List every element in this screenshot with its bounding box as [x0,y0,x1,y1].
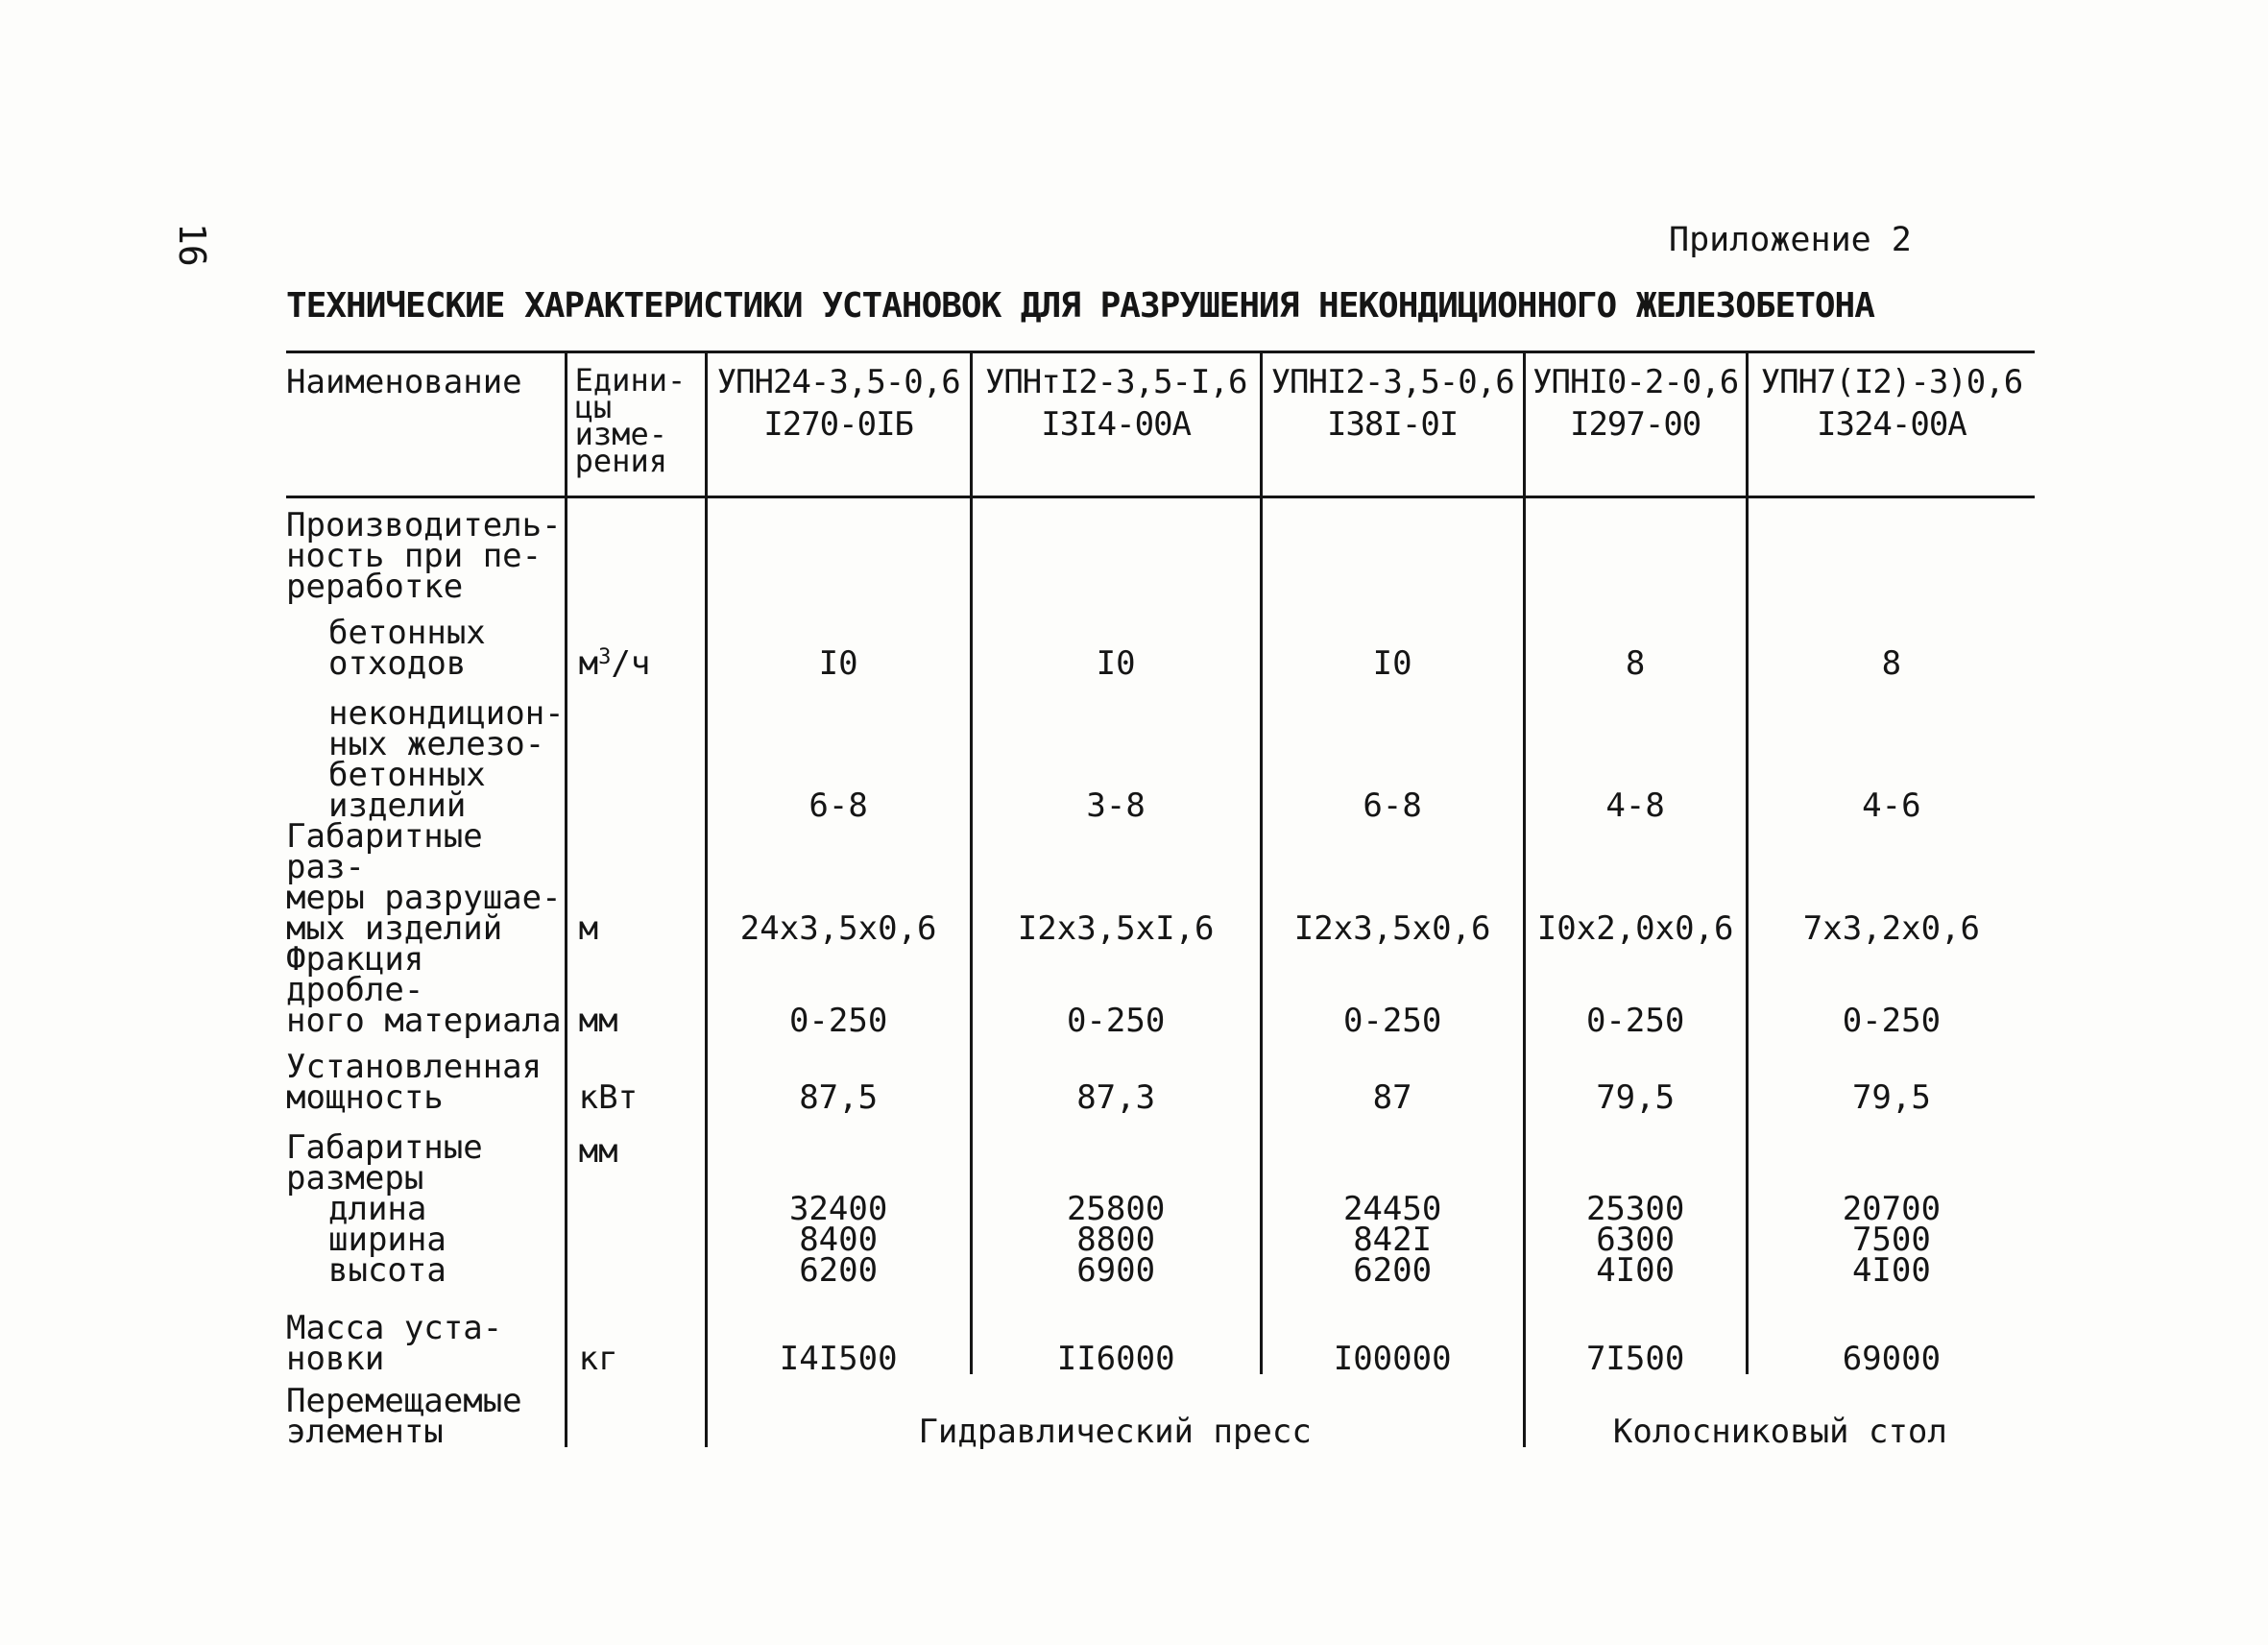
model-code: I270-0IБ [763,405,914,444]
row-sublabel: длина ширина высота [328,1190,446,1290]
row-concrete-waste [286,602,2035,679]
value-cell: 20700 7500 4I00 [1747,1113,2035,1286]
unit-cell: $м^3/ч$ [566,602,706,679]
value-cell: 4-8 [1524,679,1747,821]
unit-cell: кВт [566,1036,706,1113]
header-row [286,352,2035,497]
header-model-2 [971,352,1261,497]
value-cell: I0 [971,602,1261,679]
row-products [286,679,2035,821]
row-label: Установленная мощность [286,1048,543,1117]
value-cell: 79,5 [1747,1036,2035,1113]
row-productivity [286,510,2035,602]
value-cell: 24х3,5х0,6 [706,821,971,944]
row-fraction [286,944,2035,1036]
value-cell: 87,5 [706,1036,971,1113]
value-cell: 87,3 [971,1036,1261,1113]
value-cell: 0-250 [1747,944,2035,1036]
row-label: Масса уста- новки [286,1309,503,1378]
model-name: УПНтI2-3,5-I,6 [984,363,1247,401]
row-moving [286,1374,2035,1447]
unit-cell: мм [566,1113,706,1286]
document-title: ТЕХНИЧЕСКИЕ ХАРАКТЕРИСТИКИ УСТАНОВОК ДЛЯ РАЗРУШЕНИЯ НЕКОНДИЦИОННОГО ЖЕЛЕЗОБЕТОНА [286,286,1874,326]
header-model-5 [1747,352,2035,497]
unit-cell: мм [566,944,706,1036]
value-cell: 24450 842I 6200 [1261,1113,1524,1286]
value-cell: 6-8 [706,679,971,821]
row-power [286,1036,2035,1113]
value-cell: 25300 6300 4I00 [1524,1113,1747,1286]
value-cell: 4-6 [1747,679,2035,821]
header-model-4 [1524,352,1747,497]
value-cell: 8 [1747,602,2035,679]
value-cell: I2х3,5х0,6 [1261,821,1524,944]
value-cell: 6-8 [1261,679,1524,821]
value-cell: I4I500 [706,1286,971,1374]
model-name: УПН24-3,5-0,6 [716,363,960,401]
appendix-label: Приложение 2 [1669,221,1912,259]
row-label: Перемещаемые элементы [286,1382,522,1451]
unit-cell: м [566,821,706,944]
unit-cell: кг [566,1286,706,1374]
row-label: некондицион- ных железо- бетонных изделий [328,694,565,825]
row-label: Производитель- ность при пе- реработке [286,506,562,606]
row-label: Габаритные размеры [286,1128,483,1197]
value-cell: I2х3,5хI,6 [971,821,1261,944]
page-number: 16 [171,223,213,267]
model-code: I324-00А [1817,405,1966,444]
header-model-1 [706,352,971,497]
value-cell: 32400 8400 6200 [706,1113,971,1286]
value-cell: II6000 [971,1286,1261,1374]
row-label: бетонных отходов [328,614,486,683]
value-cell: 7х3,2х0,6 [1747,821,2035,944]
row-label: Габаритные раз- меры разрушае- мых изделий [286,817,562,948]
value-cell: 7I500 [1524,1286,1747,1374]
value-cell: 0-250 [706,944,971,1036]
header-units: Едини- цы изме- рения [566,352,706,497]
value-cell: 8 [1524,602,1747,679]
model-code: I297-00 [1569,405,1701,444]
value-cell: 87 [1261,1036,1524,1113]
header-name: Наименование [286,352,566,497]
model-name: УПНI2-3,5-0,6 [1270,363,1514,401]
value-cell: I00000 [1261,1286,1524,1374]
value-cell: I0х2,0х0,6 [1524,821,1747,944]
row-label-group [286,1113,566,1290]
row-label: Фракция дробле- ного материала [286,940,562,1040]
model-code: I38I-0I [1326,405,1459,444]
value-cell: 25800 8800 6900 [971,1113,1261,1286]
value-cell: 3-8 [971,679,1261,821]
value-cell: 0-250 [1524,944,1747,1036]
specs-table [286,351,2035,1451]
row-overall-destroyed [286,821,2035,944]
value-group-press: Гидравлический пресс [706,1374,1524,1447]
model-name: УПН7(I2)-3)0,6 [1760,363,2023,401]
row-dimensions [286,1113,2035,1286]
header-model-3 [1261,352,1524,497]
model-code: I3I4-00А [1041,405,1192,444]
value-cell: 79,5 [1524,1036,1747,1113]
value-cell: 0-250 [1261,944,1524,1036]
value-cell: I0 [706,602,971,679]
row-mass [286,1286,2035,1374]
value-group-grate: Колосниковый стол [1524,1374,2035,1447]
value-cell: I0 [1261,602,1524,679]
value-cell: 69000 [1747,1286,2035,1374]
value-cell: 0-250 [971,944,1261,1036]
model-name: УПНI0-2-0,6 [1532,363,1739,401]
